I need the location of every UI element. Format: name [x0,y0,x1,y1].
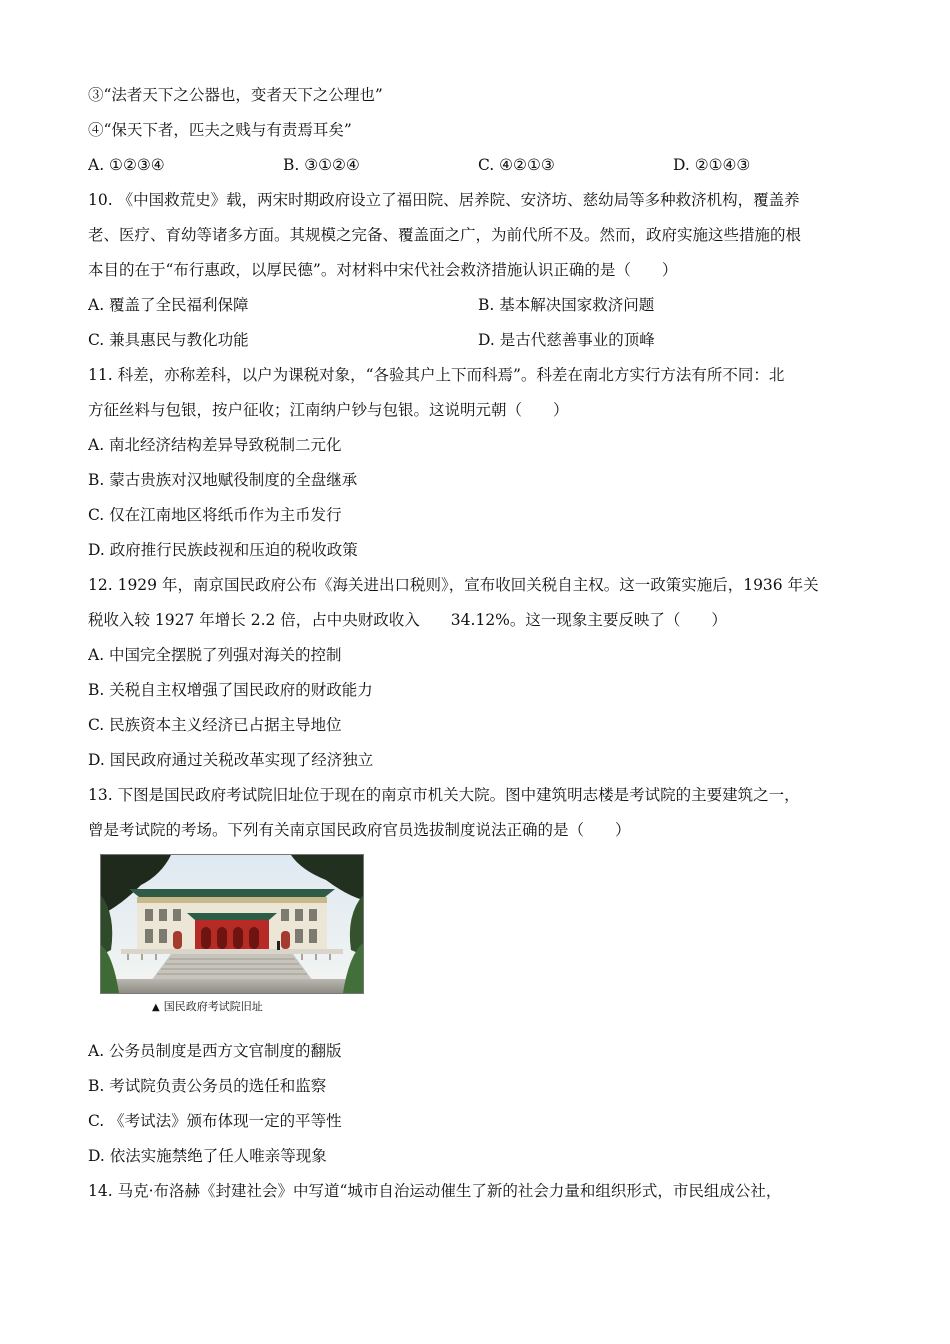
exam-page [88,78,868,1209]
triangle-marker-icon: ▲ [152,1002,160,1013]
q9-option-d[interactable]: D. ②①④③ [673,156,751,174]
q13-stem-line-1: 13. 下图是国民政府考试院旧址位于现在的南京市机关大院。图中建筑明志楼是考试院的主要建筑之一， [88,786,800,804]
q10-option-d[interactable]: D. 是古代慈善事业的顶峰 [478,331,655,349]
building-illustration [101,855,363,993]
q10-option-c[interactable]: C. 兼具惠民与教化功能 [88,331,249,349]
q9-option-a[interactable]: A. ①②③④ [88,156,165,174]
q13-option-b[interactable]: B. 考试院负责公务员的选任和监察 [88,1077,327,1095]
q12-option-a[interactable]: A. 中国完全摆脱了列强对海关的控制 [88,646,342,664]
q10-options-row-2 [88,323,868,358]
q11-option-a[interactable]: A. 南北经济结构差异导致税制二元化 [88,436,342,454]
q9-item-4: ④“保天下者，匹夫之贱与有责焉耳矣” [88,121,352,139]
q12-stem-line-2: 税收入较 1927 年增长 2.2 倍，占中央财政收入 34.12%。这一现象主要反映了（ ） [88,611,727,629]
q12-option-c[interactable]: C. 民族资本主义经济已占据主导地位 [88,716,342,734]
q11-option-b[interactable]: B. 蒙古贵族对汉地赋役制度的全盘继承 [88,471,358,489]
q14-stem-line-1: 14. 马克·布洛赫《封建社会》中写道“城市自治运动催生了新的社会力量和组织形式，市民组成公社， [88,1182,782,1200]
q9-option-b[interactable]: B. ③①②④ [283,156,360,174]
q9-item-3: ③“法者天下之公器也，变者天下之公理也” [88,86,383,104]
q13-option-c[interactable]: C. 《考试法》颁布体现一定的平等性 [88,1112,342,1130]
q11-option-d[interactable]: D. 政府推行民族歧视和压迫的税收政策 [88,541,358,559]
q9-option-c[interactable]: C. ④②①③ [478,156,555,174]
q13-stem-line-2: 曾是考试院的考场。下列有关南京国民政府官员选拔制度说法正确的是（ ） [88,821,631,839]
q10-options-row-1 [88,288,868,323]
q10-option-b[interactable]: B. 基本解决国家救济问题 [478,296,655,314]
q11-stem-line-2: 方征丝料与包银，按户征收；江南纳户钞与包银。这说明元朝（ ） [88,401,569,419]
q13-option-a[interactable]: A. 公务员制度是西方文官制度的翻版 [88,1042,342,1060]
figure-caption [100,994,364,1020]
q10-stem-line-2: 老、医疗、育幼等诸多方面。其规模之完备、覆盖面之广，为前代所不及。然而，政府实施这些措施的根 [88,226,802,244]
q13-option-d[interactable]: D. 依法实施禁绝了任人唯亲等现象 [88,1147,327,1165]
q12-option-d[interactable]: D. 国民政府通过关税改革实现了经济独立 [88,751,374,769]
exam-yuan-building-photo [100,854,364,994]
q9-options [88,148,868,183]
q12-option-b[interactable]: B. 关税自主权增强了国民政府的财政能力 [88,681,373,699]
q12-stem-line-1: 12. 1929 年，南京国民政府公布《海关进出口税则》，宣布收回关税自主权。这一政策实施后，1936 年关 [88,576,819,594]
figure-caption-text: 国民政府考试院旧址 [163,1000,263,1013]
q10-stem-line-1: 10. 《中国救荒史》载，两宋时期政府设立了福田院、居养院、安济坊、慈幼局等多种救济机构，覆盖养 [88,191,800,209]
q11-stem-line-1: 11. 科差，亦称差科，以户为课税对象，“各验其户上下而科焉”。科差在南北方实行方法有所不同：北 [88,366,785,384]
q11-option-c[interactable]: C. 仅在江南地区将纸币作为主币发行 [88,506,342,524]
q10-stem-line-3: 本目的在于“布行惠政，以厚民德”。对材料中宋代社会救济措施认识正确的是（ ） [88,261,678,279]
q13-figure [100,854,364,1020]
q10-option-a[interactable]: A. 覆盖了全民福利保障 [88,296,249,314]
